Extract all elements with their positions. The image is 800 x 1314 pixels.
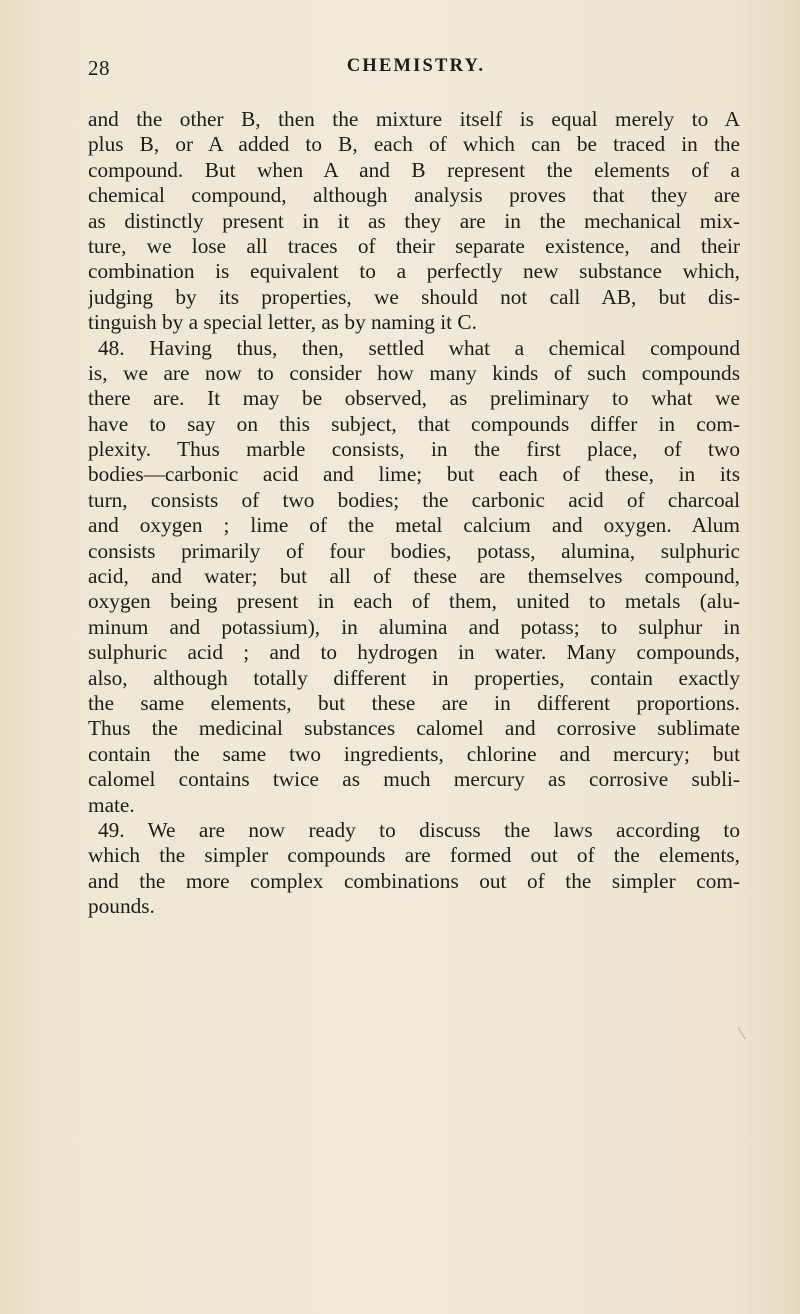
- text-line: plexity. Thus marble consists, in the first place, of two: [88, 437, 740, 462]
- text-line: have to say on this subject, that compounds differ in com-: [88, 411, 740, 436]
- text-line: oxygen being present in each of them, united to metals (alu-: [88, 589, 740, 614]
- text-line: turn, consists of two bodies; the carbonic acid of charcoal: [88, 487, 740, 512]
- text-line: chemical compound, although analysis proves that they are: [88, 183, 740, 208]
- paragraph-end-line: tinguish by a special letter, as by naming it C.: [88, 310, 477, 335]
- body-text: [88, 107, 740, 920]
- running-head: CHEMISTRY.: [346, 56, 486, 76]
- text-line: ture, we lose all traces of their separate existence, and their: [88, 233, 740, 258]
- text-line: combination is equivalent to a perfectly new substance which,: [88, 259, 740, 284]
- text-line: minum and potassium), in alumina and potass; to sulphur in: [88, 614, 740, 639]
- text-line: and the other B, then the mixture itself is equal merely to A: [88, 107, 740, 131]
- paragraph-end-line: pounds.: [88, 894, 155, 919]
- text-line: the same elements, but these are in different proportions.: [88, 690, 740, 715]
- text-line: bodies—carbonic acid and lime; but each of these, in its: [88, 462, 740, 487]
- section-49-first-line: 49. We are now ready to discuss the laws according to: [98, 817, 740, 842]
- text-line: and the more complex combinations out of the simpler com-: [88, 868, 740, 893]
- text-line: acid, and water; but all of these are themselves compound,: [88, 564, 740, 589]
- page-header: [88, 56, 744, 86]
- text-line: as distinctly present in it as they are in the mechanical mix-: [88, 208, 740, 233]
- text-line: and oxygen ; lime of the metal calcium and oxygen. Alum: [88, 513, 740, 538]
- text-line: contain the same two ingredients, chlorine and mercury; but: [88, 741, 740, 766]
- paragraph-end-line: mate.: [88, 792, 135, 817]
- page-number: 28: [88, 56, 110, 80]
- text-line: plus B, or A added to B, each of which can be traced in the: [88, 132, 740, 157]
- text-line: compound. But when A and B represent the elements of a: [88, 157, 740, 182]
- text-line: there are. It may be observed, as preliminary to what we: [88, 386, 740, 411]
- text-line: which the simpler compounds are formed out of the elements,: [88, 843, 740, 868]
- text-line: Thus the medicinal substances calomel and corrosive sublimate: [88, 716, 740, 741]
- text-line: also, although totally different in properties, contain exactly: [88, 665, 740, 690]
- text-line: judging by its properties, we should not call AB, but dis-: [88, 284, 740, 309]
- text-line: calomel contains twice as much mercury as corrosive subli-: [88, 767, 740, 792]
- text-line: consists primarily of four bodies, potass, alumina, sulphuric: [88, 538, 740, 563]
- text-line: sulphuric acid ; and to hydrogen in water. Many compounds,: [88, 640, 740, 665]
- text-line: is, we are now to consider how many kinds of such compounds: [88, 360, 740, 385]
- section-48-first-line: 48. Having thus, then, settled what a chemical compound: [98, 335, 740, 360]
- paper-blemish: [738, 1027, 746, 1040]
